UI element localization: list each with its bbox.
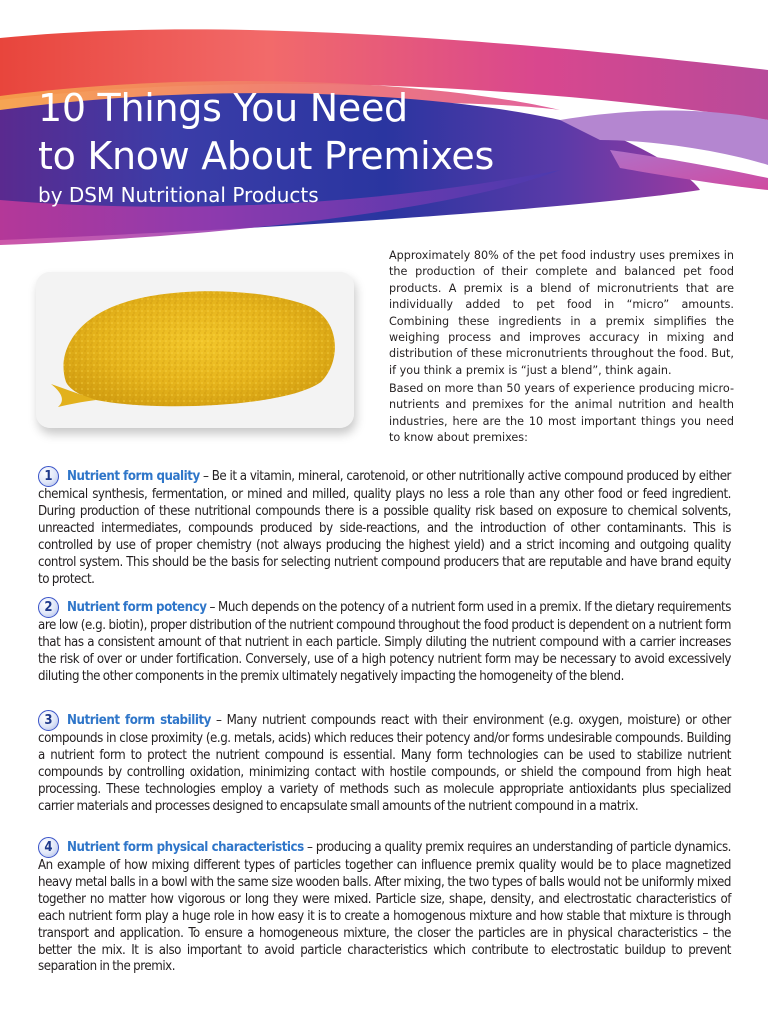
- intro-paragraph-1: Approximately 80% of the pet food industry uses premixes in the production of their complete and balanced pet food products. A premix is a blend of micronutrients that are individually added to pet food in “micro” amounts. Combining these ingredients in a premix simplifies the weighing process and improves accuracy in mixing and distribution of these micronutrients throughout the food. But, if you think a premix is “just a blend”, think again.: [389, 249, 734, 377]
- premix-powder-image: [36, 272, 354, 428]
- number-badge: 2: [38, 597, 59, 618]
- item-heading: Nutrient form potency: [67, 600, 207, 615]
- item-text: – producing a quality premix requires an understanding of particle dynamics. An example of how mixing different types of particles together can influence premix quality would be to place magnetized heavy metal balls in a bowl with the same size wooden balls. After mixing, the two types of balls would not be uniformly mixed together no matter how vigorous or long they were mixed. Particle size, shape, density, and electrostatic characteristics of each nutrient form play a huge role in how easy it is to create a homogenous mixture and how stable that mixture is through transport and application. To ensure a homogeneous mixture, the closer the particles are in physical characteristics – the better the mix. It is also important to avoid particle characteristics which contribute to electrostatic buildup to prevent separation in the premix.: [38, 840, 731, 975]
- item-text: – Be it a vitamin, mineral, carotenoid, or other nutritionally active compound produced by either chemical synthesis, fermentation, or mined and milled, quality plays no less a role than any other food or feed ingredient. During production of these nutritional compounds there is a possible quality risk based on exposure to chemical solvents, unreacted intermediates, compounds produced by side-reactions, and the introduction of other contaminants. This is controlled by use of proper chemistry (not always producing the highest yield) and a strict incoming and outgoing quality control system. This should be the basis for selecting nutrient compound producers that are reputable and have brand equity to protect.: [38, 469, 731, 587]
- item-text: – Much depends on the potency of a nutrient form used in a premix. If the dietary requirements are low (e.g. biotin), proper distribution of the nutrient compound throughout the food product is dependent on a nutrient form that has a consistent amount of that nutrient in each particle. Simply diluting the nutrient compound with a carrier increases the risk of over or under fortification. Conversely, use of a high potency nutrient form may be necessary to avoid excessively diluting the other components in the premix ultimately negatively impacting the homogeneity of the blend.: [38, 600, 731, 684]
- list-item: [38, 837, 731, 976]
- list-item: [38, 597, 731, 686]
- page-title-line-2: to Know About Premixes: [38, 134, 494, 178]
- intro-paragraph-2: Based on more than 50 years of experience producing micro-nutrients and premixes for the animal nutrition and health industries, here are the 10 most important things you need to know about premixes:: [389, 382, 734, 445]
- item-text: – Many nutrient compounds react with their environment (e.g. oxygen, moisture) or other compounds in close proximity (e.g. metals, acids) which reduces their potency and/or forms undesirable compounds. Building a nutrient form to protect the nutrient compound is essential. Many form technologies can be used to stabilize nutrient compounds by controlling oxidation, minimizing contact with hostile compounds, or shield the compound from high heat processing. These technologies employ a variety of methods such as molecule appropriate antioxidants plus specialized carrier materials and processes designed to encapsulate small amounts of the nutrient compound in a matrix.: [38, 713, 731, 814]
- item-heading: Nutrient form stability: [67, 713, 211, 728]
- item-heading: Nutrient form quality: [67, 469, 200, 484]
- item-heading: Nutrient form physical characteristics: [67, 840, 304, 855]
- number-badge: 4: [38, 837, 59, 858]
- number-badge: 1: [38, 466, 59, 487]
- list-item: [38, 466, 731, 588]
- list-item: [38, 710, 731, 816]
- page-title-line-1: 10 Things You Need: [38, 86, 408, 130]
- byline: by DSM Nutritional Products: [38, 183, 319, 207]
- number-badge: 3: [38, 710, 59, 731]
